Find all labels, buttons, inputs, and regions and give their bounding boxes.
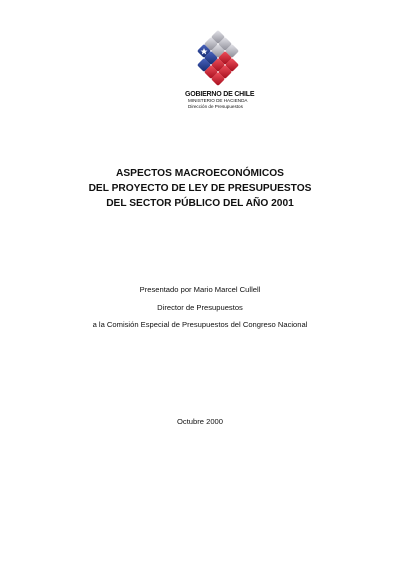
title-line-1: ASPECTOS MACROECONÓMICOS [116,168,284,179]
presenter-role: Director de Presupuestos [157,302,243,312]
org-block [185,91,275,109]
office-name: Dirección de Presupuestos [188,103,243,109]
document-title [0,166,400,211]
presented-to: a la Comisión Especial de Presupuestos del Congreso Nacional [92,320,308,329]
title-line-3: DEL SECTOR PÚBLICO DEL AÑO 2001 [106,198,294,209]
title-line-2: DEL PROYECTO DE LEY DE PRESUPUESTOS [88,183,312,194]
ministry-name: MINISTERIO DE HACIENDA [188,98,248,103]
government-cube-logo-icon [182,28,252,90]
document-date: Octubre 2000 [176,417,223,426]
org-name: GOBIERNO DE CHILE [185,91,255,98]
presenter-block [0,281,400,334]
presented-by: Presentado por Mario Marcel Cullell [139,285,261,294]
